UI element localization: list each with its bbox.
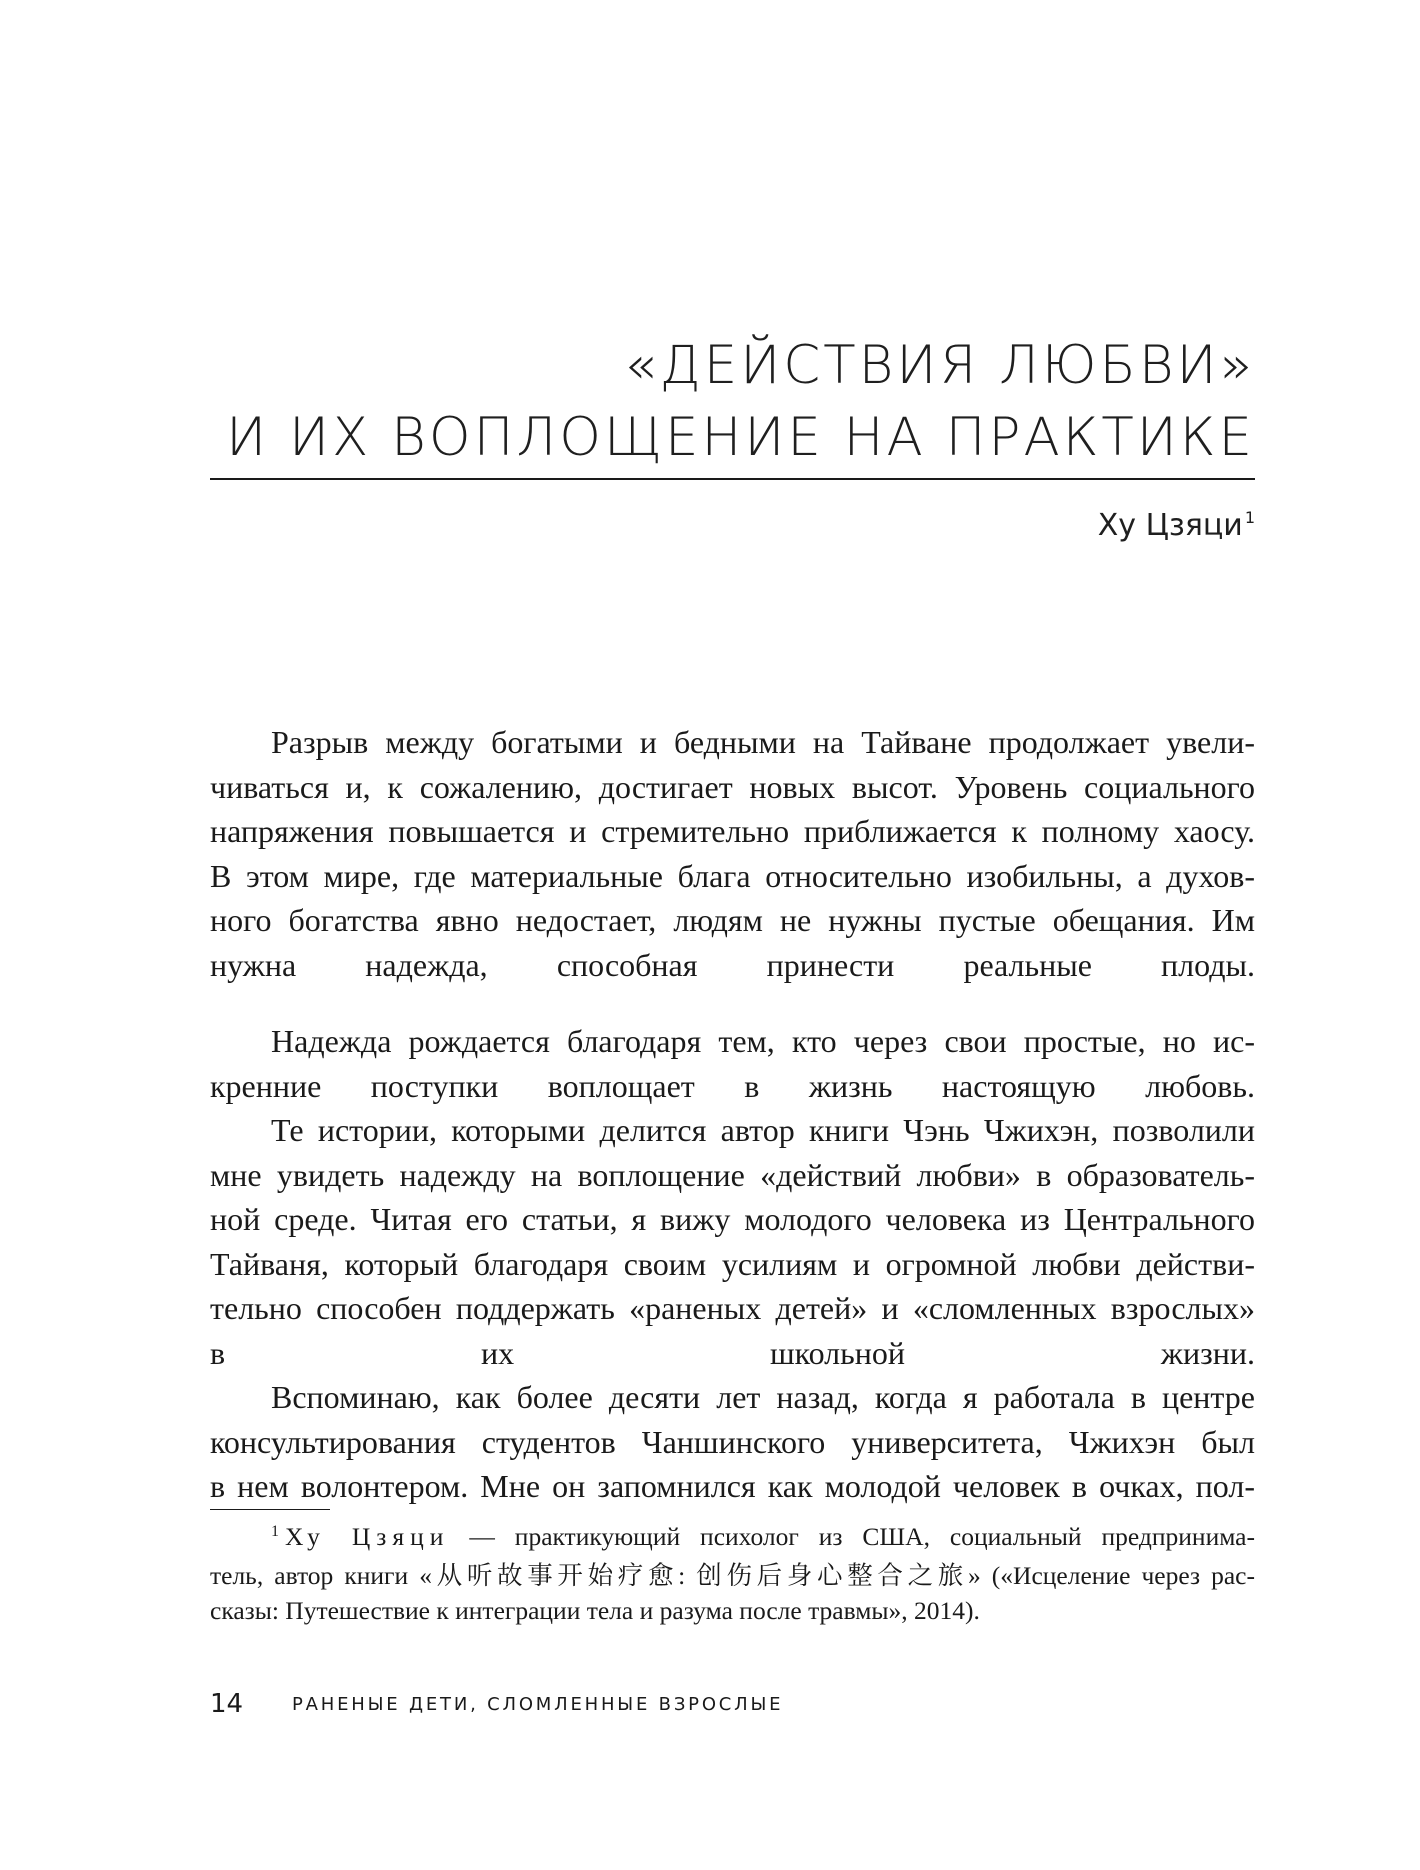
paragraph <box>210 1108 1255 1375</box>
paragraph <box>210 1019 1255 1108</box>
text-line: Те истории, которыми делится автор книги Чэнь Чжихэн, позволили <box>271 1112 1255 1148</box>
footnote-mark: 1 <box>271 1523 279 1540</box>
text-line: мне увидеть надежду на воплощение «действий любви» в образователь- <box>210 1156 1255 1193</box>
text-line: кренние поступки воплощает в жизнь настоящую любовь. <box>210 1067 1255 1104</box>
text-line: тельно способен поддержать «раненых детей» и «сломленных взрослых» <box>210 1290 1255 1326</box>
running-title: РАНЕНЫЕ ДЕТИ, СЛОМЛЕННЫЕ ВЗРОСЛЫЕ <box>292 1694 784 1715</box>
author-name: Ху Цзяци <box>1097 508 1243 543</box>
text-line: нужна надежда, способная принести реальные плоды. <box>210 946 1255 983</box>
text-line: Вспоминаю, как более десяти лет назад, когда я работала в центре <box>271 1379 1255 1415</box>
footnote <box>210 1519 1255 1628</box>
text-line: напряжения повышается и стремительно приближается к полному хаосу. <box>210 813 1255 849</box>
chapter-author <box>210 506 1255 550</box>
text-line: в их школьной жизни. <box>210 1334 1255 1371</box>
footnote-line: сказы: Путешествие к интеграции тела и разума после травмы», 2014). <box>210 1596 980 1625</box>
text-line: ной среде. Читая его статьи, я вижу молодого человека из Центрального <box>210 1201 1255 1237</box>
footnote-line: тель, автор книги «从听故事开始疗愈: 创伤后身心整合之旅» («Исцеление через рас- <box>210 1561 1255 1590</box>
text-line: чиваться и, к сожалению, достигает новых высот. Уровень социального <box>210 768 1255 805</box>
chapter-title-line-2: И ИХ ВОПЛОЩЕНИЕ НА ПРАКТИКЕ <box>226 407 1255 468</box>
chapter-title-line-1: «ДЕЙСТВИЯ ЛЮБВИ» <box>624 335 1255 396</box>
text-line: Надежда рождается благодаря тем, кто через свои простые, но ис- <box>271 1023 1255 1059</box>
footnote-line <box>210 1519 1255 1558</box>
text-line: Тайваня, который благодаря своим усилиям и огромной любви действи- <box>210 1245 1255 1282</box>
text-line: ного богатства явно недостает, людям не нужны пустые обещания. Им <box>210 902 1255 938</box>
text-line: В этом мире, где материальные блага относительно изобильны, а духов- <box>210 857 1255 894</box>
page-number: 14 <box>210 1689 244 1719</box>
text-line: в нем волонтером. Мне он запомнился как молодой человек в очках, пол- <box>210 1468 1255 1504</box>
footnote-text: — практикующий психолог из США, социальный предпринима- <box>469 1522 1255 1551</box>
author-footnote-mark[interactable]: 1 <box>1244 508 1255 527</box>
paragraph <box>210 1375 1255 1509</box>
footnote-author-name: Ху Цзяци <box>285 1522 450 1551</box>
body-text <box>210 688 1255 1509</box>
chapter-title <box>210 330 1255 474</box>
title-divider <box>210 478 1255 480</box>
text-line: Разрыв между богатыми и бедными на Тайване продолжает увели- <box>271 724 1255 760</box>
text-line: консультирования студентов Чаншинского университета, Чжихэн был <box>210 1423 1255 1460</box>
paragraph <box>210 720 1255 987</box>
footnote-divider <box>210 1509 330 1510</box>
running-footer <box>210 1687 1255 1727</box>
